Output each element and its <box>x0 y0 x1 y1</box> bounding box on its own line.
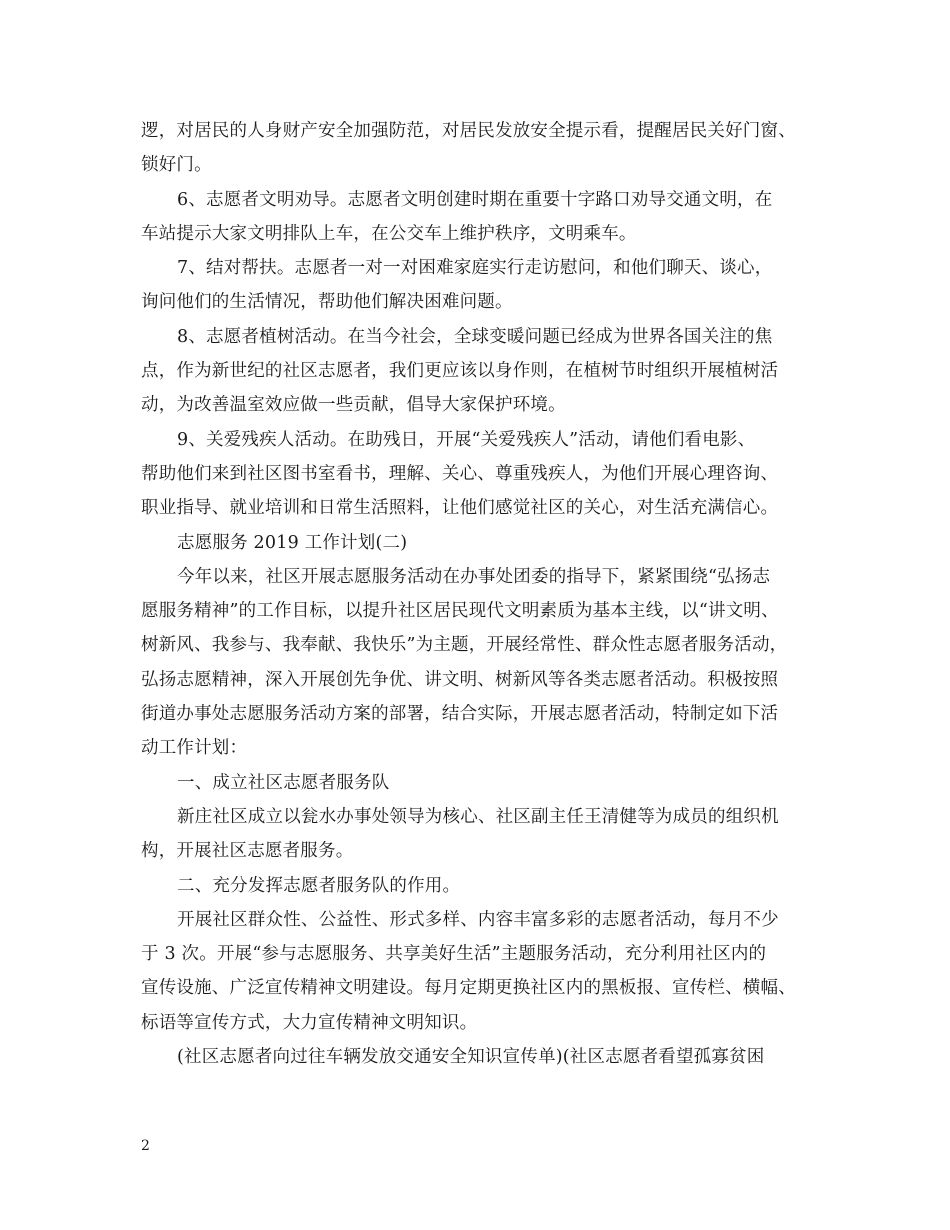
text-line: 今年以来，社区开展志愿服务活动在办事处团委的指导下，紧紧围绕“弘扬志 <box>177 566 771 587</box>
text-line: 街道办事处志愿服务活动方案的部署，结合实际，开展志愿者活动，特制定如下活 <box>141 704 779 725</box>
text-line: 标语等宣传方式，大力宣传精神文明知识。 <box>141 1012 478 1033</box>
text-line: 弘扬志愿精神，深入开展创先争优、讲文明、树新风等各类志愿者活动。积极按照 <box>141 669 779 690</box>
text-line: 树新风、我参与、我奉献、我快乐”为主题，开展经常性、群众性志愿者服务活动， <box>141 635 788 656</box>
text-line: 帮助他们来到社区图书室看书，理解、关心、尊重残疾人，为他们开展心理咨询、 <box>141 463 779 484</box>
text-line: 职业指导、就业培训和日常生活照料，让他们感觉社区的关心，对生活充满信心。 <box>141 498 779 519</box>
text-line: 7、结对帮扶。志愿者一对一对困难家庭实行走访慰问，和他们聊天、谈心， <box>177 258 773 279</box>
document-body <box>141 114 811 1074</box>
text-line: 二、充分发挥志愿者服务队的作用。 <box>177 875 461 896</box>
text-line: 点，作为新世纪的社区志愿者，我们更应该以身作则，在植树节时组织开展植树活 <box>141 361 779 382</box>
text-line: 宣传设施、广泛宣传精神文明建设。每月定期更换社区内的黑板报、宣传栏、横幅、 <box>141 978 796 999</box>
text-line: 构，开展社区志愿者服务。 <box>141 841 354 862</box>
text-line: 新庄社区成立以瓮水办事处领导为核心、社区副主任王清健等为成员的组织机 <box>177 806 779 827</box>
text-line: 愿服务精神”的工作目标，以提升社区居民现代文明素质为基本主线，以“讲文明、 <box>141 601 779 622</box>
text-line: 动工作计划： <box>141 738 248 759</box>
text-line: 9、关爱残疾人活动。在助残日，开展“关爱残疾人”活动，请他们看电影、 <box>177 429 756 450</box>
page-number: 2 <box>141 1138 150 1154</box>
text-line: 车站提示大家文明排队上车，在公交车上维护秩序，文明乘车。 <box>141 223 637 244</box>
text-line: (社区志愿者向过往车辆发放交通安全知识宣传单)(社区志愿者看望孤寡贫困 <box>177 1047 765 1068</box>
text-line: 于 3 次。开展“参与志愿服务、共享美好生活”主题服务活动，充分利用社区内的 <box>141 944 767 965</box>
text-line: 锁好门。 <box>141 155 212 176</box>
text-line: 8、志愿者植树活动。在当今社会，全球变暖问题已经成为世界各国关注的焦 <box>177 326 773 347</box>
text-line: 开展社区群众性、公益性、形式多样、内容丰富多彩的志愿者活动，每月不少 <box>177 909 779 930</box>
text-line: 逻，对居民的人身财产安全加强防范，对居民发放安全提示看，提醒居民关好门窗、 <box>141 121 796 141</box>
text-line: 询问他们的生活情况，帮助他们解决困难问题。 <box>141 292 513 313</box>
text-line: 一、成立社区志愿者服务队 <box>177 772 390 793</box>
text-line: 6、志愿者文明劝导。志愿者文明创建时期在重要十字路口劝导交通文明，在 <box>177 189 773 210</box>
text-line: 志愿服务 2019 工作计划(二) <box>177 532 408 553</box>
text-line: 动，为改善温室效应做一些贡献，倡导大家保护环境。 <box>141 395 566 416</box>
